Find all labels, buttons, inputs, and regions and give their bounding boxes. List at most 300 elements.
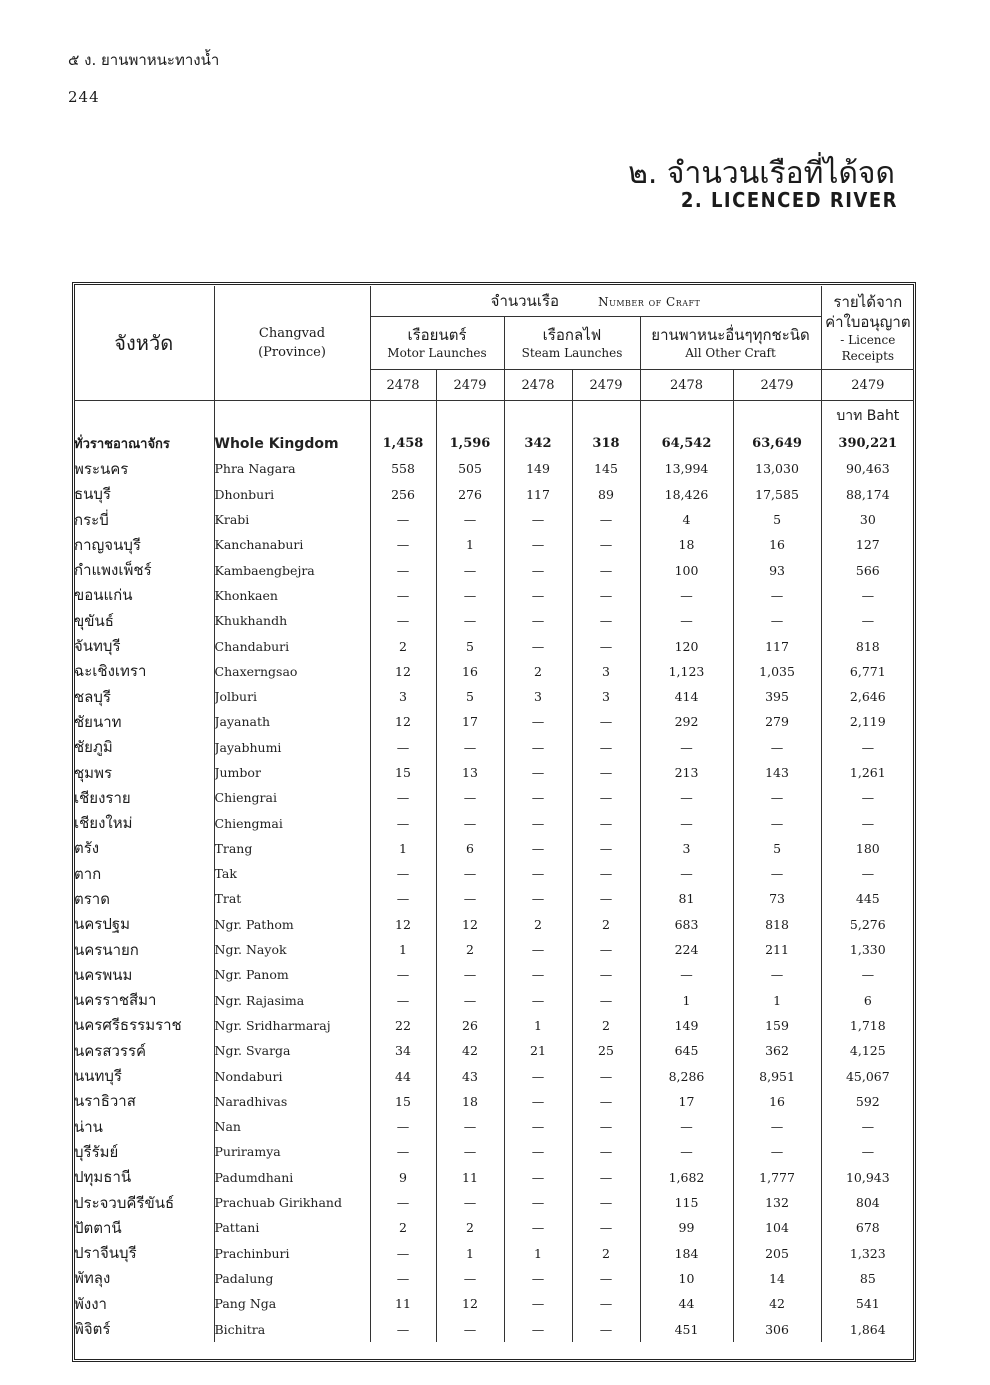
steam-2479: — (572, 532, 640, 557)
other-2478: — (640, 1114, 733, 1139)
province-thai-name: น่าน (74, 1114, 214, 1139)
province-thai-name: ประจวบคีรีขันธ์ (74, 1190, 214, 1215)
province-thai-name: ขอนแก่น (74, 583, 214, 608)
motor-2479: 1,596 (436, 431, 504, 456)
table-row (74, 760, 914, 785)
province-english-name: Whole Kingdom (214, 431, 370, 456)
steam-2478: — (504, 937, 572, 962)
licence-receipts: 127 (855, 537, 880, 553)
other-2478: 184 (640, 1241, 733, 1266)
province-english-name: Chiengrai (214, 785, 370, 810)
licence-receipts: — (861, 790, 875, 806)
province-english-name: Khukhandh (214, 608, 370, 633)
motor-2479: — (436, 886, 504, 911)
table-row (74, 1241, 914, 1266)
other-2479: 279 (733, 709, 821, 734)
province-thai-name: จันทบุรี (74, 633, 214, 658)
other-2479: 818 (733, 912, 821, 937)
other-2478: — (640, 583, 733, 608)
steam-2479: — (572, 861, 640, 886)
motor-2478: 256 (370, 482, 436, 507)
motor-2478: 11 (370, 1291, 436, 1316)
licence-receipts: 678 (855, 1220, 880, 1236)
motor-2479: — (436, 1266, 504, 1291)
motor-2479: — (436, 1316, 504, 1341)
other-2478: 64,542 (640, 431, 733, 456)
motor-2479: 26 (436, 1013, 504, 1038)
table-row (74, 456, 914, 481)
province-english-name: Trang (214, 836, 370, 861)
motor-2478: 15 (370, 760, 436, 785)
province-thai-name: กำแพงเพ็ชร์ (74, 557, 214, 582)
other-2478: 10 (640, 1266, 733, 1291)
steam-2479: — (572, 557, 640, 582)
other-2479: 13,030 (733, 456, 821, 481)
licence-receipts: 390,221 (838, 436, 898, 452)
province-thai-name: ปราจีนบุรี (74, 1241, 214, 1266)
table-row (74, 583, 914, 608)
other-2478: 213 (640, 760, 733, 785)
other-2479: 8,951 (733, 1063, 821, 1088)
motor-2478: 22 (370, 1013, 436, 1038)
motor-2478: — (370, 583, 436, 608)
province-thai-name: นครศรีธรรมราช (74, 1013, 214, 1038)
licence-receipts: 2,119 (849, 714, 886, 730)
province-thai-name: ปัตตานี (74, 1215, 214, 1240)
other-2478: 3 (640, 836, 733, 861)
licence-receipts: 592 (855, 1093, 880, 1109)
other-2478: 8,286 (640, 1063, 733, 1088)
other-2478: 292 (640, 709, 733, 734)
all-other-craft-header: ยานพาหนะอื่นๆทุกชะนิด All Other Craft (640, 317, 821, 370)
motor-2478: — (370, 507, 436, 532)
province-thai-name: ชลบุรี (74, 684, 214, 709)
steam-2478: 21 (504, 1038, 572, 1063)
other-2479: — (733, 962, 821, 987)
table-row (74, 912, 914, 937)
province-english-header: Changvad (Province) (214, 286, 370, 401)
licence-receipts: 10,943 (845, 1169, 890, 1185)
other-2479: — (733, 810, 821, 835)
table-row (74, 709, 914, 734)
steam-2479: — (572, 735, 640, 760)
table-row (74, 937, 914, 962)
other-2479: 5 (733, 507, 821, 532)
other-2479: 117 (733, 633, 821, 658)
other-2478: — (640, 810, 733, 835)
province-thai-name: ชัยนาท (74, 709, 214, 734)
province-english-name: Kanchanaburi (214, 532, 370, 557)
province-english-name: Jayanath (214, 709, 370, 734)
steam-2478: — (504, 962, 572, 987)
province-english-name: Nondaburi (214, 1063, 370, 1088)
province-thai-name: เชียงใหม่ (74, 810, 214, 835)
steam-2479: — (572, 810, 640, 835)
province-thai-name: ขุขันธ์ (74, 608, 214, 633)
province-thai-name: นครนายก (74, 937, 214, 962)
other-2479: — (733, 583, 821, 608)
steam-2478: — (504, 709, 572, 734)
motor-2478: 12 (370, 659, 436, 684)
other-2478: 1 (640, 988, 733, 1013)
steam-2478: 3 (504, 684, 572, 709)
licence-receipts: 1,864 (849, 1321, 886, 1337)
motor-2479: 505 (436, 456, 504, 481)
motor-2479: 6 (436, 836, 504, 861)
steam-2479: 145 (572, 456, 640, 481)
other-2479: 16 (733, 532, 821, 557)
table-row (74, 886, 914, 911)
licence-receipts: — (861, 1144, 875, 1160)
other-2478: 645 (640, 1038, 733, 1063)
steam-2478: 1 (504, 1013, 572, 1038)
licence-receipts: 6 (863, 992, 872, 1008)
province-thai-name: เชียงราย (74, 785, 214, 810)
motor-launches-header: เรือยนตร์ Motor Launches (370, 317, 504, 370)
motor-2479: 5 (436, 684, 504, 709)
motor-2478: — (370, 785, 436, 810)
steam-2479: — (572, 1089, 640, 1114)
motor-2479: 16 (436, 659, 504, 684)
licence-receipts: 566 (855, 562, 880, 578)
steam-2478: — (504, 861, 572, 886)
province-thai-name: พิจิตร์ (74, 1316, 214, 1341)
steam-2479: — (572, 1215, 640, 1240)
province-english-name: Phra Nagara (214, 456, 370, 481)
licence-receipts: 2,646 (849, 689, 886, 705)
motor-2478: — (370, 1316, 436, 1341)
table-row (74, 1089, 914, 1114)
motor-2479: — (436, 507, 504, 532)
province-english-name: Ngr. Panom (214, 962, 370, 987)
steam-2479: — (572, 1165, 640, 1190)
table-row (74, 785, 914, 810)
steam-2478: — (504, 1266, 572, 1291)
other-2479: 5 (733, 836, 821, 861)
other-2478: 414 (640, 684, 733, 709)
licence-receipts: 88,174 (845, 486, 890, 502)
other-2478: 81 (640, 886, 733, 911)
motor-2478: 2 (370, 633, 436, 658)
motor-2479: — (436, 608, 504, 633)
other-2478: — (640, 861, 733, 886)
other-2478: — (640, 962, 733, 987)
other-2479: 93 (733, 557, 821, 582)
steam-2478: — (504, 785, 572, 810)
other-2478: 4 (640, 507, 733, 532)
province-thai-name: พระนคร (74, 456, 214, 481)
table-title-thai: ๒. จำนวนเรือที่ได้จด (628, 156, 895, 191)
province-thai-name: พัทลุง (74, 1266, 214, 1291)
steam-2479: — (572, 507, 640, 532)
other-2479: — (733, 1114, 821, 1139)
other-2478: 1,682 (640, 1165, 733, 1190)
table-row (74, 507, 914, 532)
province-english-name: Trat (214, 886, 370, 911)
steam-2479: — (572, 1063, 640, 1088)
steam-2478: — (504, 583, 572, 608)
year-header: 2479 (821, 370, 914, 401)
motor-2479: 11 (436, 1165, 504, 1190)
motor-2478: — (370, 1139, 436, 1164)
province-thai-name: พังงา (74, 1291, 214, 1316)
motor-2479: — (436, 988, 504, 1013)
table-row (74, 1013, 914, 1038)
licence-receipts: 30 (859, 512, 876, 528)
province-thai-name: นนทบุรี (74, 1063, 214, 1088)
licence-receipts: — (861, 613, 875, 629)
province-english-name: Kambaengbejra (214, 557, 370, 582)
motor-2478: — (370, 557, 436, 582)
motor-2479: 12 (436, 1291, 504, 1316)
motor-2478: 3 (370, 684, 436, 709)
table-row (74, 684, 914, 709)
licence-receipts: — (861, 815, 875, 831)
steam-2478: 117 (504, 482, 572, 507)
steam-2479: — (572, 937, 640, 962)
steam-2478: — (504, 1215, 572, 1240)
steam-2478: — (504, 1190, 572, 1215)
year-header: 2478 (504, 370, 572, 401)
table-row (74, 659, 914, 684)
province-thai-header: จังหวัด (74, 286, 214, 401)
steam-2478: — (504, 1139, 572, 1164)
table-row (74, 988, 914, 1013)
province-english-name: Prachuab Girikhand (214, 1190, 370, 1215)
currency-unit: บาท Baht (836, 408, 900, 424)
table-row (74, 1038, 914, 1063)
motor-2479: — (436, 785, 504, 810)
province-english-name: Ngr. Rajasima (214, 988, 370, 1013)
motor-2479: 43 (436, 1063, 504, 1088)
licence-receipts: 5,276 (849, 916, 886, 932)
total-row (74, 431, 914, 456)
table-row (74, 1063, 914, 1088)
steam-2478: 2 (504, 659, 572, 684)
other-2478: 99 (640, 1215, 733, 1240)
motor-2478: — (370, 886, 436, 911)
motor-2479: 13 (436, 760, 504, 785)
licence-receipts: 1,718 (849, 1017, 886, 1033)
steam-2478: — (504, 810, 572, 835)
province-thai-name: บุรีรัมย์ (74, 1139, 214, 1164)
other-2479: 211 (733, 937, 821, 962)
licence-receipts: 541 (855, 1296, 880, 1312)
steam-2478: — (504, 760, 572, 785)
motor-2478: — (370, 608, 436, 633)
other-2479: 16 (733, 1089, 821, 1114)
other-2479: — (733, 735, 821, 760)
other-2478: 1,123 (640, 659, 733, 684)
year-header: 2479 (733, 370, 821, 401)
other-2479: 63,649 (733, 431, 821, 456)
motor-2478: 12 (370, 912, 436, 937)
motor-2479: 18 (436, 1089, 504, 1114)
licence-receipts: 90,463 (845, 461, 890, 477)
steam-2479: — (572, 608, 640, 633)
motor-2479: — (436, 1190, 504, 1215)
other-2478: — (640, 785, 733, 810)
province-english-name: Pattani (214, 1215, 370, 1240)
province-english-name: Bichitra (214, 1316, 370, 1341)
steam-2478: — (504, 1114, 572, 1139)
year-header: 2479 (436, 370, 504, 401)
province-thai-name: นราธิวาส (74, 1089, 214, 1114)
licence-receipts: — (861, 587, 875, 603)
licence-receipts-header: รายได้จาก ค่าใบอนุญาต - Licence Receipts (825, 292, 911, 363)
running-head: ๕ ง. ยานพาหนะทางน้ำ (68, 51, 220, 69)
licence-receipts: — (861, 1119, 875, 1135)
table-row (74, 1215, 914, 1240)
licenced-craft-table (74, 286, 914, 1342)
motor-2479: 42 (436, 1038, 504, 1063)
other-2478: 44 (640, 1291, 733, 1316)
province-english-name: Prachinburi (214, 1241, 370, 1266)
licence-receipts: 45,067 (845, 1068, 890, 1084)
motor-2479: — (436, 1139, 504, 1164)
province-english-name: Tak (214, 861, 370, 886)
table-row (74, 861, 914, 886)
province-english-name: Krabi (214, 507, 370, 532)
motor-2479: 2 (436, 1215, 504, 1240)
motor-2478: 12 (370, 709, 436, 734)
other-2479: — (733, 785, 821, 810)
number-of-craft-header: จำนวนเรือ Number of Craft (370, 286, 821, 317)
other-2478: 18,426 (640, 482, 733, 507)
motor-2478: 2 (370, 1215, 436, 1240)
province-thai-name: กาญจนบุรี (74, 532, 214, 557)
province-english-name: Naradhivas (214, 1089, 370, 1114)
steam-2478: 342 (504, 431, 572, 456)
province-english-name: Chiengmai (214, 810, 370, 835)
other-2479: 17,585 (733, 482, 821, 507)
other-2479: — (733, 608, 821, 633)
steam-2479: — (572, 836, 640, 861)
province-thai-name: ตราด (74, 886, 214, 911)
motor-2478: — (370, 1190, 436, 1215)
year-header: 2479 (572, 370, 640, 401)
licence-receipts: 804 (855, 1195, 880, 1211)
province-english-name: Jumbor (214, 760, 370, 785)
other-2478: — (640, 1139, 733, 1164)
licence-receipts: 445 (855, 891, 880, 907)
page-number: 244 (68, 88, 100, 106)
steam-2478: — (504, 988, 572, 1013)
steam-2478: 149 (504, 456, 572, 481)
motor-2479: — (436, 962, 504, 987)
steam-2479: — (572, 583, 640, 608)
other-2478: 224 (640, 937, 733, 962)
province-english-name: Chaxerngsao (214, 659, 370, 684)
motor-2479: 1 (436, 532, 504, 557)
other-2478: 18 (640, 532, 733, 557)
other-2479: 205 (733, 1241, 821, 1266)
steam-2478: — (504, 886, 572, 911)
licence-receipts: 1,330 (849, 942, 886, 958)
table-row (74, 482, 914, 507)
motor-2479: 1 (436, 1241, 504, 1266)
motor-2479: 12 (436, 912, 504, 937)
motor-2478: 1 (370, 836, 436, 861)
table-row (74, 1316, 914, 1341)
other-2479: 104 (733, 1215, 821, 1240)
motor-2478: 1 (370, 937, 436, 962)
licence-receipts: 4,125 (849, 1043, 886, 1059)
province-english-name: Padumdhani (214, 1165, 370, 1190)
steam-2478: — (504, 507, 572, 532)
motor-2479: — (436, 557, 504, 582)
motor-2479: — (436, 1114, 504, 1139)
table-row (74, 962, 914, 987)
other-2479: 14 (733, 1266, 821, 1291)
table-row (74, 1190, 914, 1215)
steam-2479: — (572, 1139, 640, 1164)
other-2479: 306 (733, 1316, 821, 1341)
table-row (74, 608, 914, 633)
steam-2479: — (572, 988, 640, 1013)
motor-2479: — (436, 810, 504, 835)
other-2478: — (640, 608, 733, 633)
steam-2478: 2 (504, 912, 572, 937)
steam-2478: — (504, 735, 572, 760)
table-row (74, 735, 914, 760)
other-2478: 100 (640, 557, 733, 582)
other-2479: 73 (733, 886, 821, 911)
province-thai-name: ธนบุรี (74, 482, 214, 507)
motor-2478: 44 (370, 1063, 436, 1088)
steam-2479: 25 (572, 1038, 640, 1063)
steam-2479: — (572, 1266, 640, 1291)
motor-2478: — (370, 861, 436, 886)
steam-2479: 318 (572, 431, 640, 456)
licence-receipts: 1,323 (849, 1245, 886, 1261)
motor-2478: 558 (370, 456, 436, 481)
table-row (74, 1165, 914, 1190)
steam-2478: — (504, 1089, 572, 1114)
licence-receipts: 6,771 (849, 663, 886, 679)
table-row (74, 1114, 914, 1139)
licence-receipts: — (861, 739, 875, 755)
province-thai-name: กระบี่ (74, 507, 214, 532)
province-thai-name: ชุมพร (74, 760, 214, 785)
other-2478: 17 (640, 1089, 733, 1114)
province-english-name: Dhonburi (214, 482, 370, 507)
steam-2479: 2 (572, 1241, 640, 1266)
province-thai-name: นครปฐม (74, 912, 214, 937)
steam-2478: — (504, 633, 572, 658)
steam-2478: — (504, 836, 572, 861)
steam-2478: — (504, 608, 572, 633)
province-thai-name: ปทุมธานี (74, 1165, 214, 1190)
steam-launches-header: เรือกลไฟ Steam Launches (504, 317, 640, 370)
other-2478: 115 (640, 1190, 733, 1215)
other-2479: 1 (733, 988, 821, 1013)
steam-2479: — (572, 785, 640, 810)
province-thai-name: ฉะเชิงเทรา (74, 659, 214, 684)
province-english-name: Jayabhumi (214, 735, 370, 760)
other-2478: 149 (640, 1013, 733, 1038)
steam-2478: — (504, 1316, 572, 1341)
steam-2478: — (504, 1063, 572, 1088)
motor-2479: — (436, 861, 504, 886)
province-thai-name: ตรัง (74, 836, 214, 861)
motor-2479: 2 (436, 937, 504, 962)
other-2479: 132 (733, 1190, 821, 1215)
table-row (74, 1291, 914, 1316)
steam-2479: 2 (572, 1013, 640, 1038)
motor-2478: — (370, 988, 436, 1013)
other-2479: — (733, 861, 821, 886)
